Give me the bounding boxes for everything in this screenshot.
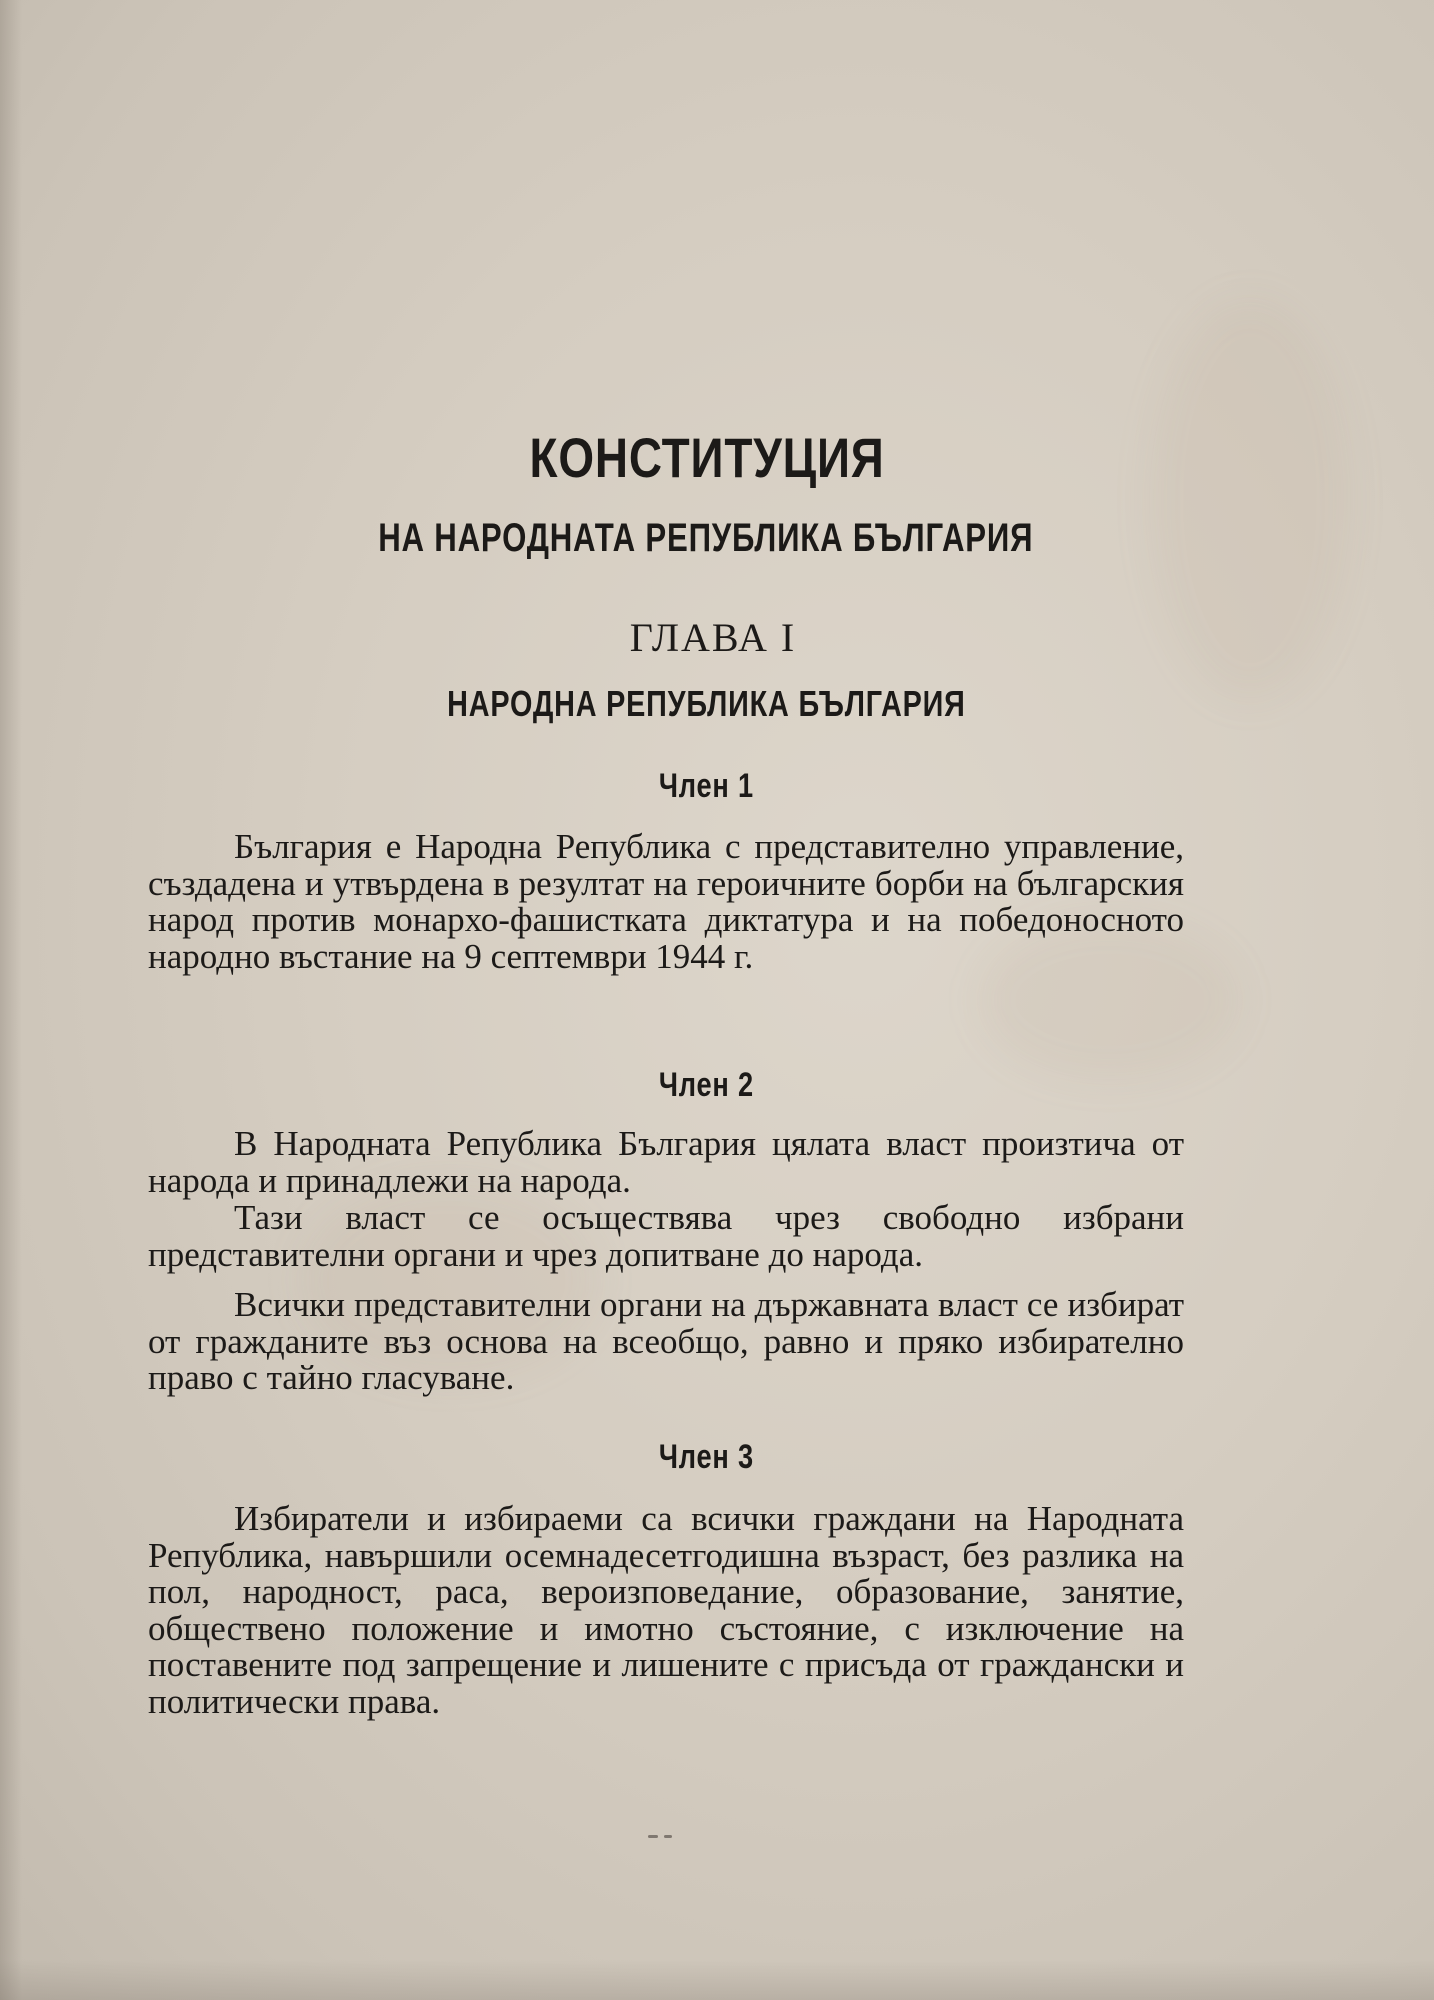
article-1-paragraph-1: България е Народна Република с представително управление, създадена и утвърдена в резултат на героичните борби на българския народ против монархо-фашистката диктатура и на победоносното народно въстание на 9 септември 1944 г.	[148, 827, 1184, 976]
article-2-paragraph-2: Тази власт се осъществява чрез свободно избрани представителни органи и чрез допитване до народа.	[148, 1198, 1184, 1274]
ink-mark	[648, 1835, 658, 1838]
article-3-heading: Член 3	[658, 1438, 754, 1476]
document-title: КОНСТИТУЦИЯ	[529, 426, 885, 489]
article-2-paragraph-3: Всички представителни органи на държавната власт се избират от гражданите въз основа на всеобщо, равно и пряко избирателно право с тайно гласуване.	[148, 1285, 1184, 1397]
article-1-heading: Член 1	[658, 767, 754, 805]
chapter-label: ГЛАВА I	[629, 615, 797, 660]
chapter-title: НАРОДНА РЕПУБЛИКА БЪЛГАРИЯ	[447, 683, 966, 724]
article-2-heading: Член 2	[658, 1066, 754, 1104]
ink-mark	[664, 1835, 672, 1838]
article-2-paragraph-1: В Народната Република България цялата власт произтича от народа и принадлежи на народа.	[148, 1124, 1184, 1200]
document-subtitle: НА НАРОДНАТА РЕПУБЛИКА БЪЛГАРИЯ	[378, 516, 1034, 560]
article-3-paragraph-1: Избиратели и избираеми са всички граждани на Народната Република, навършили осемнадесетгодишна възраст, без разлика на пол, народност, раса, вероизповедание, образование, занятие, обществено положение и имотно състояние, с изключение на поставените под запрещение и лишените с присъда от граждански и политически права.	[148, 1499, 1184, 1721]
page-edge-shadow	[0, 0, 22, 2000]
page-bottom-shadow	[0, 1960, 1434, 2000]
